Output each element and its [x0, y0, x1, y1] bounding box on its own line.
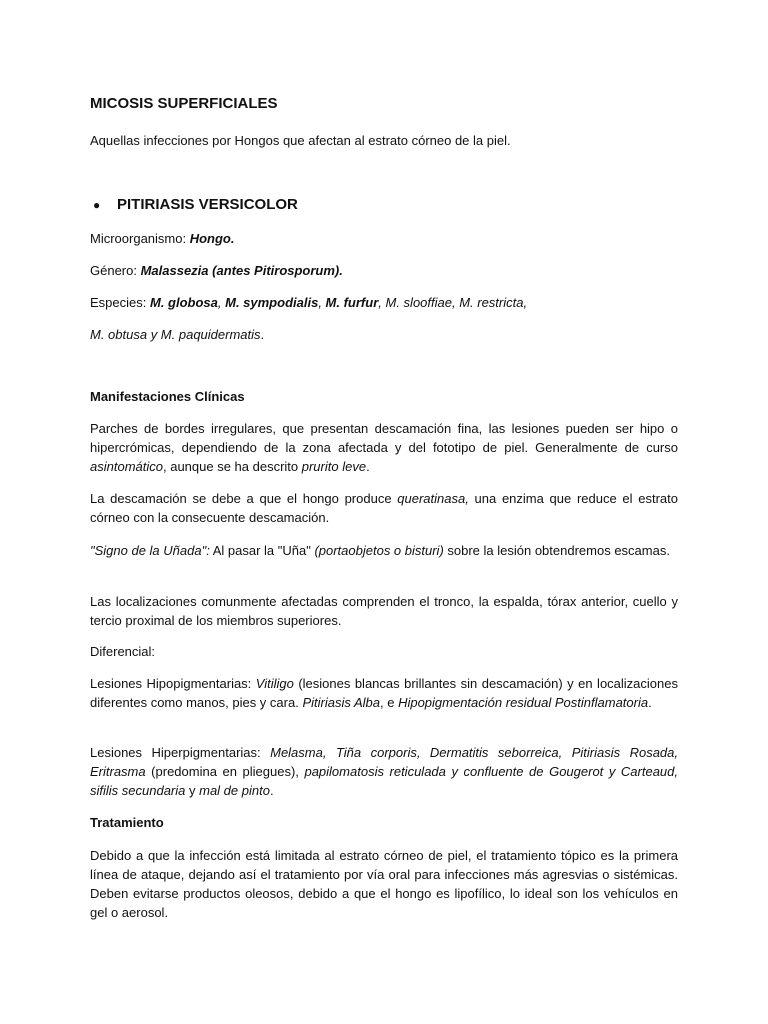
text-run: una enzima que reduce el estrato córneo con la consecuente descamación.	[90, 491, 678, 525]
genero-value: Malassezia (antes Pitirosporum).	[140, 263, 343, 278]
text-run: y	[185, 783, 200, 798]
italic-run: Pitiriasis Alba	[302, 695, 380, 710]
period: .	[260, 327, 265, 342]
diferencial-paragraph-1	[90, 674, 678, 712]
text-run: Al pasar la "Uña"	[209, 543, 315, 558]
microorganismo-line	[90, 229, 678, 248]
manifestaciones-paragraph-3	[90, 541, 678, 560]
tratamiento-heading: Tratamiento	[90, 815, 164, 830]
tratamiento-paragraph: Debido a que la infección está limitada al estrato córneo de piel, el tratamiento tópico es la primera línea de ataque, dejando así el tratamiento por vía oral para infecciones más agresvias o sistémicas. Deben evitarse productos oleosos, debido a que el hongo es lipofílico, lo ideal son los vehículos en gel o aerosol.	[90, 848, 678, 920]
italic-run: Melasma, Tiña corporis, Dermatitis seborreica, Pitiriasis Rosada, Eritrasma	[90, 745, 678, 779]
text-run: , aunque se ha descrito	[162, 459, 302, 474]
italic-run: mal de pinto	[199, 783, 270, 798]
separator: ,	[318, 295, 326, 310]
text-run: Lesiones Hipopigmentarias:	[90, 676, 256, 691]
manifestaciones-paragraph-1	[90, 419, 678, 476]
italic-run: papilomatosis reticulada y confluente de Gougerot y Carteaud, sifilis secundaria	[90, 764, 679, 798]
italic-run: Vitiligo	[255, 676, 294, 691]
italic-run: (portaobjetos o bisturi)	[314, 543, 444, 558]
intro-paragraph: Aquellas infecciones por Hongos que afectan al estrato córneo de la piel.	[90, 133, 511, 148]
text-run: Parches de bordes irregulares, que presentan descamación fina, las lesiones pueden ser hipo o hipercrómicas, dependiendo de la zona afectada y del fototipo de piel. Generalmente de curso	[90, 421, 678, 455]
separator: ,	[217, 295, 226, 310]
section-title: PITIRIASIS VERSICOLOR	[117, 196, 298, 213]
genero-label: Género:	[90, 263, 141, 278]
text-run: .	[269, 783, 274, 798]
especies-line	[90, 293, 678, 312]
microorganismo-value: Hongo.	[189, 231, 235, 246]
especies-line-2	[90, 325, 678, 344]
species-others: M. slooffiae, M. restricta,	[385, 295, 528, 310]
species-globosa: M. globosa	[149, 295, 218, 310]
species-sympodialis: M. sympodialis	[225, 295, 319, 310]
text-run: .	[366, 459, 370, 474]
especies-label: Especies:	[90, 295, 150, 310]
italic-run: "Signo de la Uñada":	[90, 543, 210, 558]
diferencial-paragraph-2	[90, 743, 678, 800]
text-run: .	[648, 695, 652, 710]
genero-line	[90, 261, 678, 280]
species-obtusa-paquidermatis: M. obtusa y M. paquidermatis	[90, 327, 261, 342]
microorganismo-label: Microorganismo:	[90, 231, 190, 246]
manifestaciones-heading: Manifestaciones Clínicas	[90, 389, 245, 404]
manifestaciones-paragraph-2	[90, 489, 678, 527]
italic-run: Hipopigmentación residual Postinflamatoria	[398, 695, 649, 710]
text-run: (predomina en pliegues),	[145, 764, 305, 779]
diferencial-heading: Diferencial:	[90, 644, 156, 659]
italic-run: prurito leve	[301, 459, 367, 474]
text-run: sobre la lesión obtendremos escamas.	[443, 543, 670, 558]
text-run: (lesiones blancas brillantes sin descamación) y en localizaciones diferentes como manos, pies y cara.	[90, 676, 678, 710]
section-heading	[93, 195, 653, 215]
species-furfur: M. furfur	[325, 295, 379, 310]
italic-run: asintomático	[90, 459, 163, 474]
text-run: La descamación se debe a que el hongo produce	[90, 491, 398, 506]
separator: ,	[378, 295, 386, 310]
italic-run: queratinasa,	[397, 491, 469, 506]
text-run: Lesiones Hiperpigmentarias:	[90, 745, 271, 760]
bullet-icon: ●	[93, 198, 101, 212]
manifestaciones-paragraph-4: Las localizaciones comunmente afectadas comprenden el tronco, la espalda, tórax anterior, cuello y tercio proximal de los miembros superiores.	[90, 594, 678, 628]
text-run: , e	[379, 695, 399, 710]
document-title: MICOSIS SUPERFICIALES	[90, 95, 278, 112]
